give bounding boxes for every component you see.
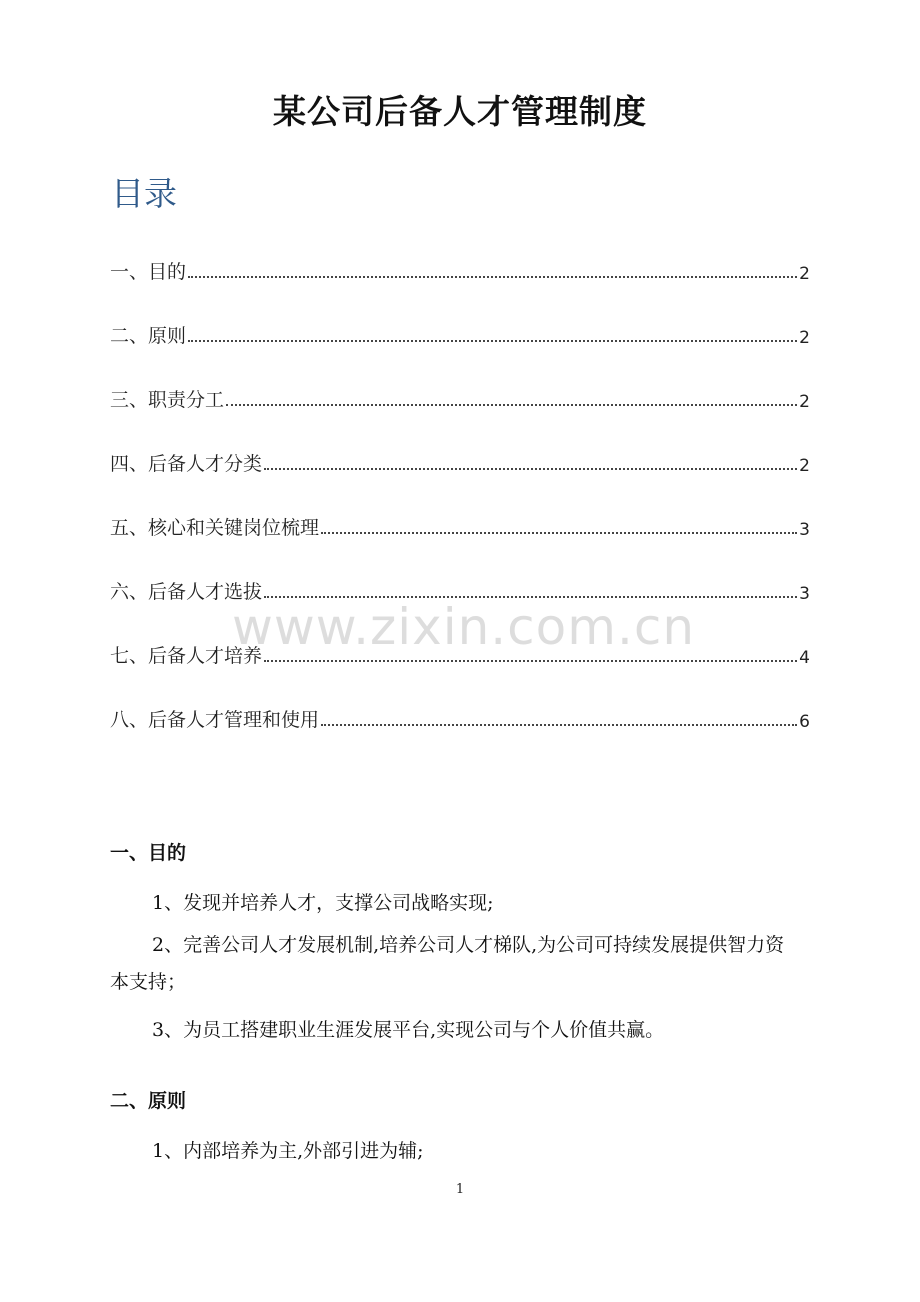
toc-entry-label: 五、核心和关键岗位梳理 [110,517,320,539]
toc-entry-key-positions[interactable] [110,510,810,540]
section-heading-purpose: 一、目的 [110,842,187,864]
toc-leader-dots [264,660,797,662]
toc-leader-dots [188,276,797,278]
toc-entry-page: 4 [799,648,810,668]
toc-entry-page: 3 [799,584,810,604]
toc-entry-label: 二、原则 [110,325,187,347]
toc-entry-responsibilities[interactable] [110,382,810,412]
toc-leader-dots [188,340,797,342]
paragraph: 1、内部培养为主,外部引进为辅; [152,1140,424,1162]
toc-leader-dots [264,468,797,470]
paragraph: 1、发现并培养人才，支撑公司战略实现; [152,892,494,914]
toc-entry-label: 一、目的 [110,261,187,283]
toc-entry-label: 三、职责分工 [110,389,225,411]
paragraph: 2、完善公司人才发展机制,培养公司人才梯队,为公司可持续发展提供智力资本支持； [110,934,785,993]
watermark: www.zixin.com.cn [232,598,696,656]
toc-leader-dots [226,404,797,406]
toc-entry-purpose[interactable] [110,254,810,284]
toc-entry-page: 2 [799,264,810,284]
toc-entry-page: 3 [799,520,810,540]
page-number: 1 [455,1182,465,1197]
toc-entry-management[interactable] [110,702,810,732]
toc-entry-label: 七、后备人才培养 [110,645,263,667]
toc-entry-page: 2 [799,392,810,412]
toc-entry-page: 2 [799,456,810,476]
toc-entry-label: 六、后备人才选拔 [110,581,263,603]
toc-entry-principles[interactable] [110,318,810,348]
toc-leader-dots [321,724,797,726]
toc-leader-dots [321,532,797,534]
toc-entry-page: 6 [799,712,810,732]
toc-entry-page: 2 [799,328,810,348]
toc-heading: 目录 [111,174,177,213]
paragraph: 3、为员工搭建职业生涯发展平台,实现公司与个人价值共赢。 [152,1019,665,1041]
toc-entry-label: 八、后备人才管理和使用 [110,709,320,731]
section-heading-principles: 二、原则 [110,1090,187,1112]
toc-entry-label: 四、后备人才分类 [110,453,263,475]
document-title: 某公司后备人才管理制度 [273,92,647,131]
toc-entry-classification[interactable] [110,446,810,476]
